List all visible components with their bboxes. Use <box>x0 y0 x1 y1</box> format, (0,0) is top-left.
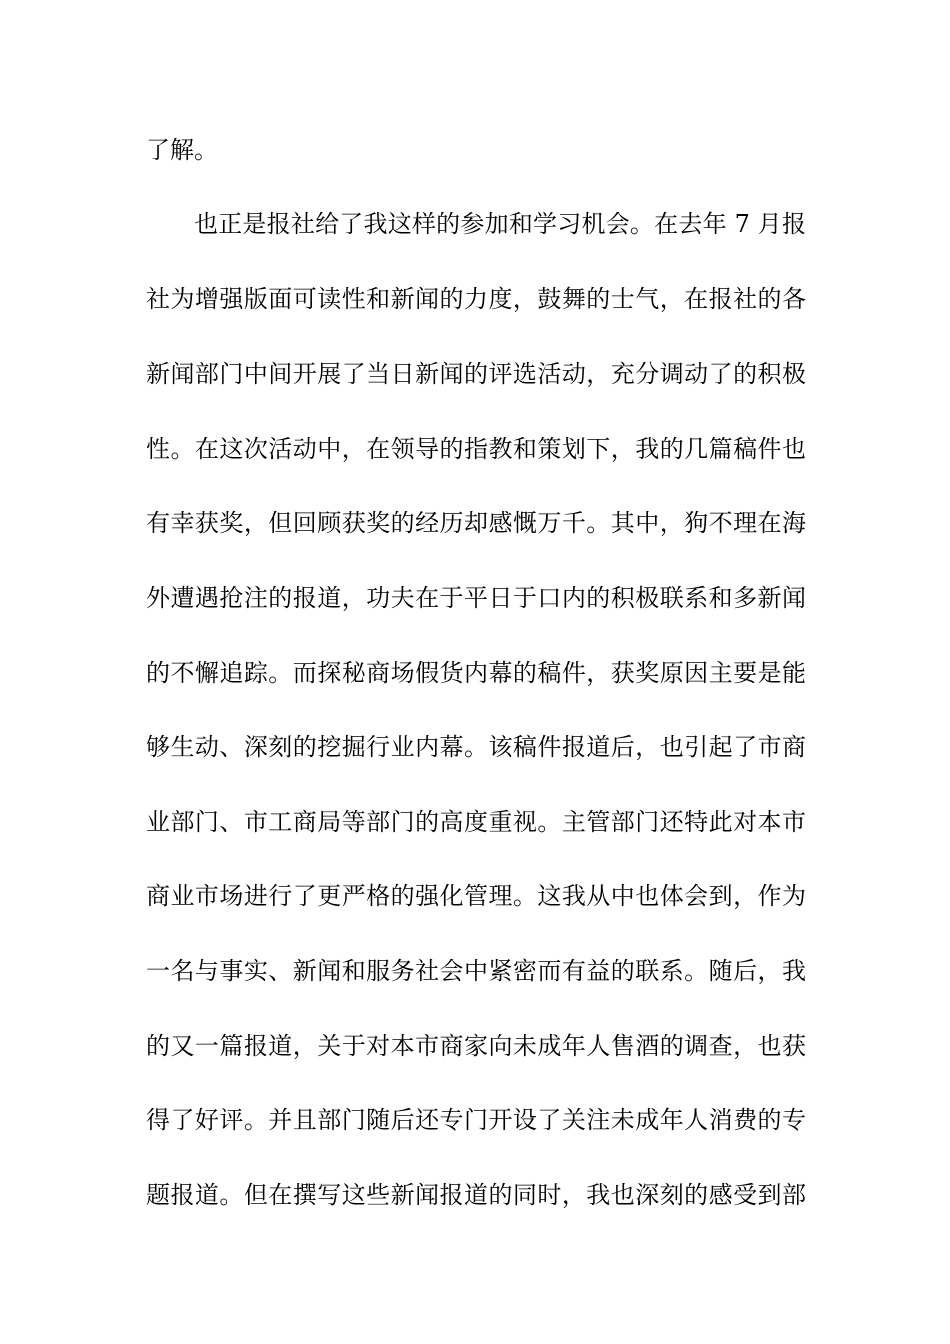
text-line: 有幸获奖，但回顾获奖的经历却感慨万千。其中，狗不理在海 <box>146 509 806 537</box>
text-line: 的又一篇报道，关于对本市商家向未成年人售酒的调查，也获 <box>146 1032 806 1060</box>
text-line: 社为增强版面可读性和新闻的力度，鼓舞的士气，在报社的各 <box>146 285 806 313</box>
paragraph-first-line: 也正是报社给了我这样的参加和学习机会。在去年 7 月报 <box>194 210 806 238</box>
text-line: 外遭遇抢注的报道，功夫在于平日于口内的积极联系和多新闻 <box>146 584 806 612</box>
text-line: 的不懈追踪。而探秘商场假货内幕的稿件，获奖原因主要是能 <box>146 659 806 687</box>
text-line: 性。在这次活动中，在领导的指教和策划下，我的几篇稿件也 <box>146 435 806 463</box>
text-line: 了解。 <box>146 136 218 164</box>
text-line: 业部门、市工商局等部门的高度重视。主管部门还特此对本市 <box>146 808 806 836</box>
text-line: 得了好评。并且部门随后还专门开设了关注未成年人消费的专 <box>146 1106 806 1134</box>
text-line: 一名与事实、新闻和服务社会中紧密而有益的联系。随后，我 <box>146 957 806 985</box>
text-line: 新闻部门中间开展了当日新闻的评选活动，充分调动了的积极 <box>146 360 806 388</box>
text-line: 够生动、深刻的挖掘行业内幕。该稿件报道后，也引起了市商 <box>146 733 806 761</box>
text-line: 商业市场进行了更严格的强化管理。这我从中也体会到，作为 <box>146 882 806 910</box>
text-line: 题报道。但在撰写这些新闻报道的同时，我也深刻的感受到部 <box>146 1181 806 1209</box>
